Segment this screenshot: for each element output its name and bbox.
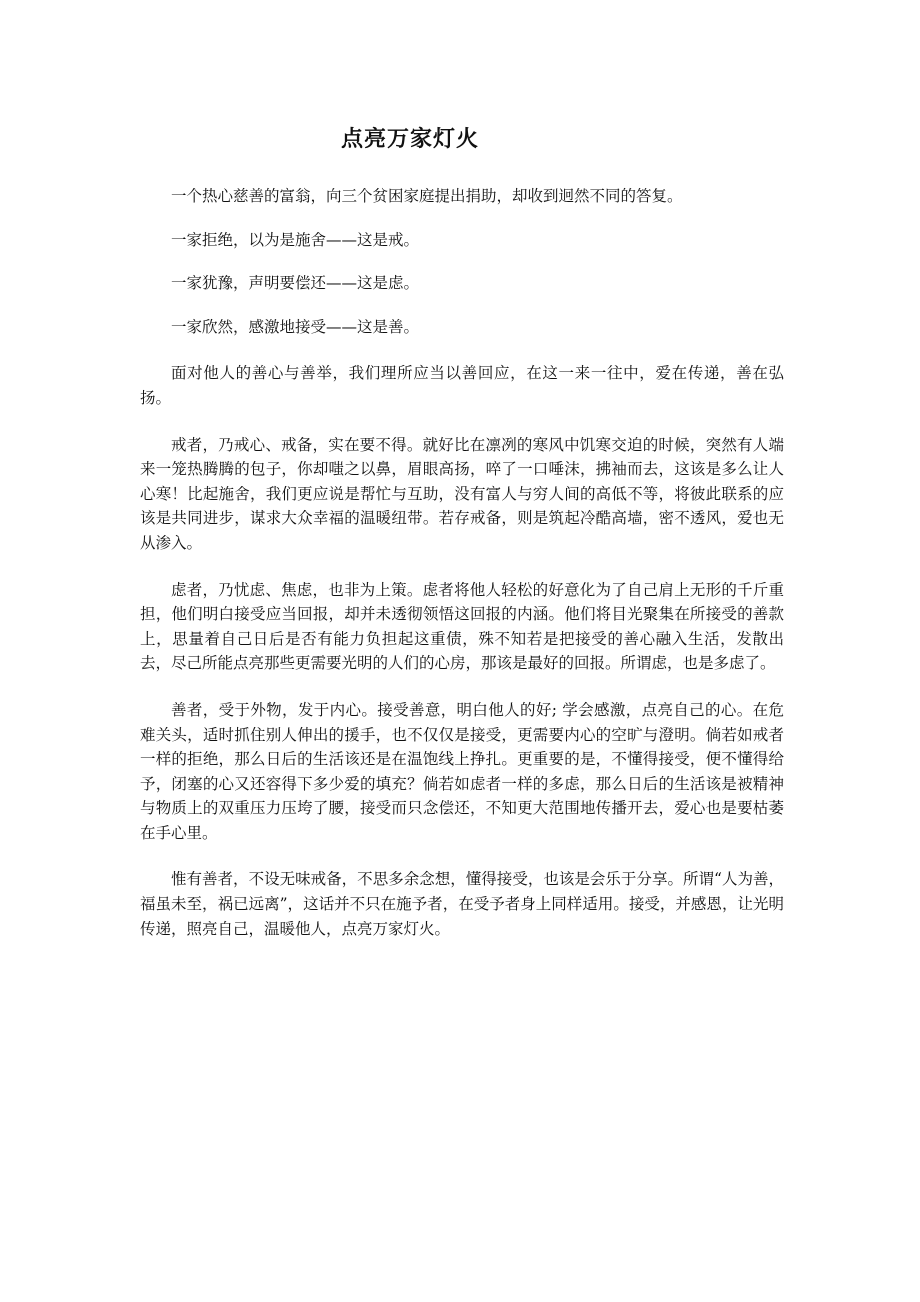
paragraph-intro: 一个热心慈善的富翁，向三个贫困家庭提出捐助，却收到迥然不同的答复。	[171, 187, 683, 205]
document-body	[140, 184, 784, 963]
paragraph-jie: 戒者，乃戒心、戒备，实在要不得。就好比在凛冽的寒风中饥寒交迫的时候，突然有人端来一笼热腾腾的包子，你却嗤之以鼻，眉眼高扬，啐了一口唾沫，拂袖而去，这该是多么让人心寒！比起施舍，我们更应说是帮忙与互助，没有富人与穷人间的高低不等，将彼此联系的应该是共同进步，谋求大众幸福的温暖纽带。若存戒备，则是筑起冷酷高墙，密不透风，爱也无从渗入。	[140, 435, 784, 552]
paragraph-family-2: 一家犹豫，声明要偿还——这是虑。	[171, 274, 420, 293]
paragraph-shan: 善者，受于外物，发于内心。接受善意，明白他人的好; 学会感激，点亮自己的心。在危难关头，适时抓住别人伸出的援手，也不仅仅是接受，更需要内心的空旷与澄明。倘若如戒者一样的拒绝，那么日后的生活该还是在温饱线上挣扎。更重要的是，不懂得接受，便不懂得给予，闭塞的心又还容得下多少爱的填充？倘若如虑者一样的多虑，那么日后的生活该是被精神与物质上的双重压力压垮了腰，接受而只念偿还，不知更大范围地传播开去，爱心也是要枯萎在手心里。	[140, 700, 784, 842]
document-title: 点亮万家灯火	[340, 126, 479, 152]
paragraph-thesis: 面对他人的善心与善举，我们理所应当以善回应，在这一来一往中，爱在传递，善在弘扬。	[140, 364, 784, 407]
paragraph-family-3: 一家欣然，感激地接受——这是善。	[171, 317, 420, 336]
paragraph-conclusion: 惟有善者，不设无味戒备，不思多余念想，懂得接受，也该是会乐于分享。所谓“人为善，福虽未至，祸已远离”，这话并不只在施予者，在受予者身上同样适用。接受，并感恩，让光明传递，照亮自己，温暖他人，点亮万家灯火。	[140, 870, 784, 938]
paragraph-lv: 虑者，乃忧虑、焦虑，也非为上策。虑者将他人轻松的好意化为了自己肩上无形的千斤重担，他们明白接受应当回报，却并未透彻领悟这回报的内涵。他们将目光聚集在所接受的善款上，思量着自己日后是否有能力负担起这重债，殊不知若是把接受的善心融入生活，发散出去，尽己所能点亮那些更需要光明的人们的心房，那该是最好的回报。所谓虑，也是多虑了。	[140, 580, 784, 673]
paragraph-family-1: 一家拒绝，以为是施舍——这是戒。	[171, 230, 420, 249]
